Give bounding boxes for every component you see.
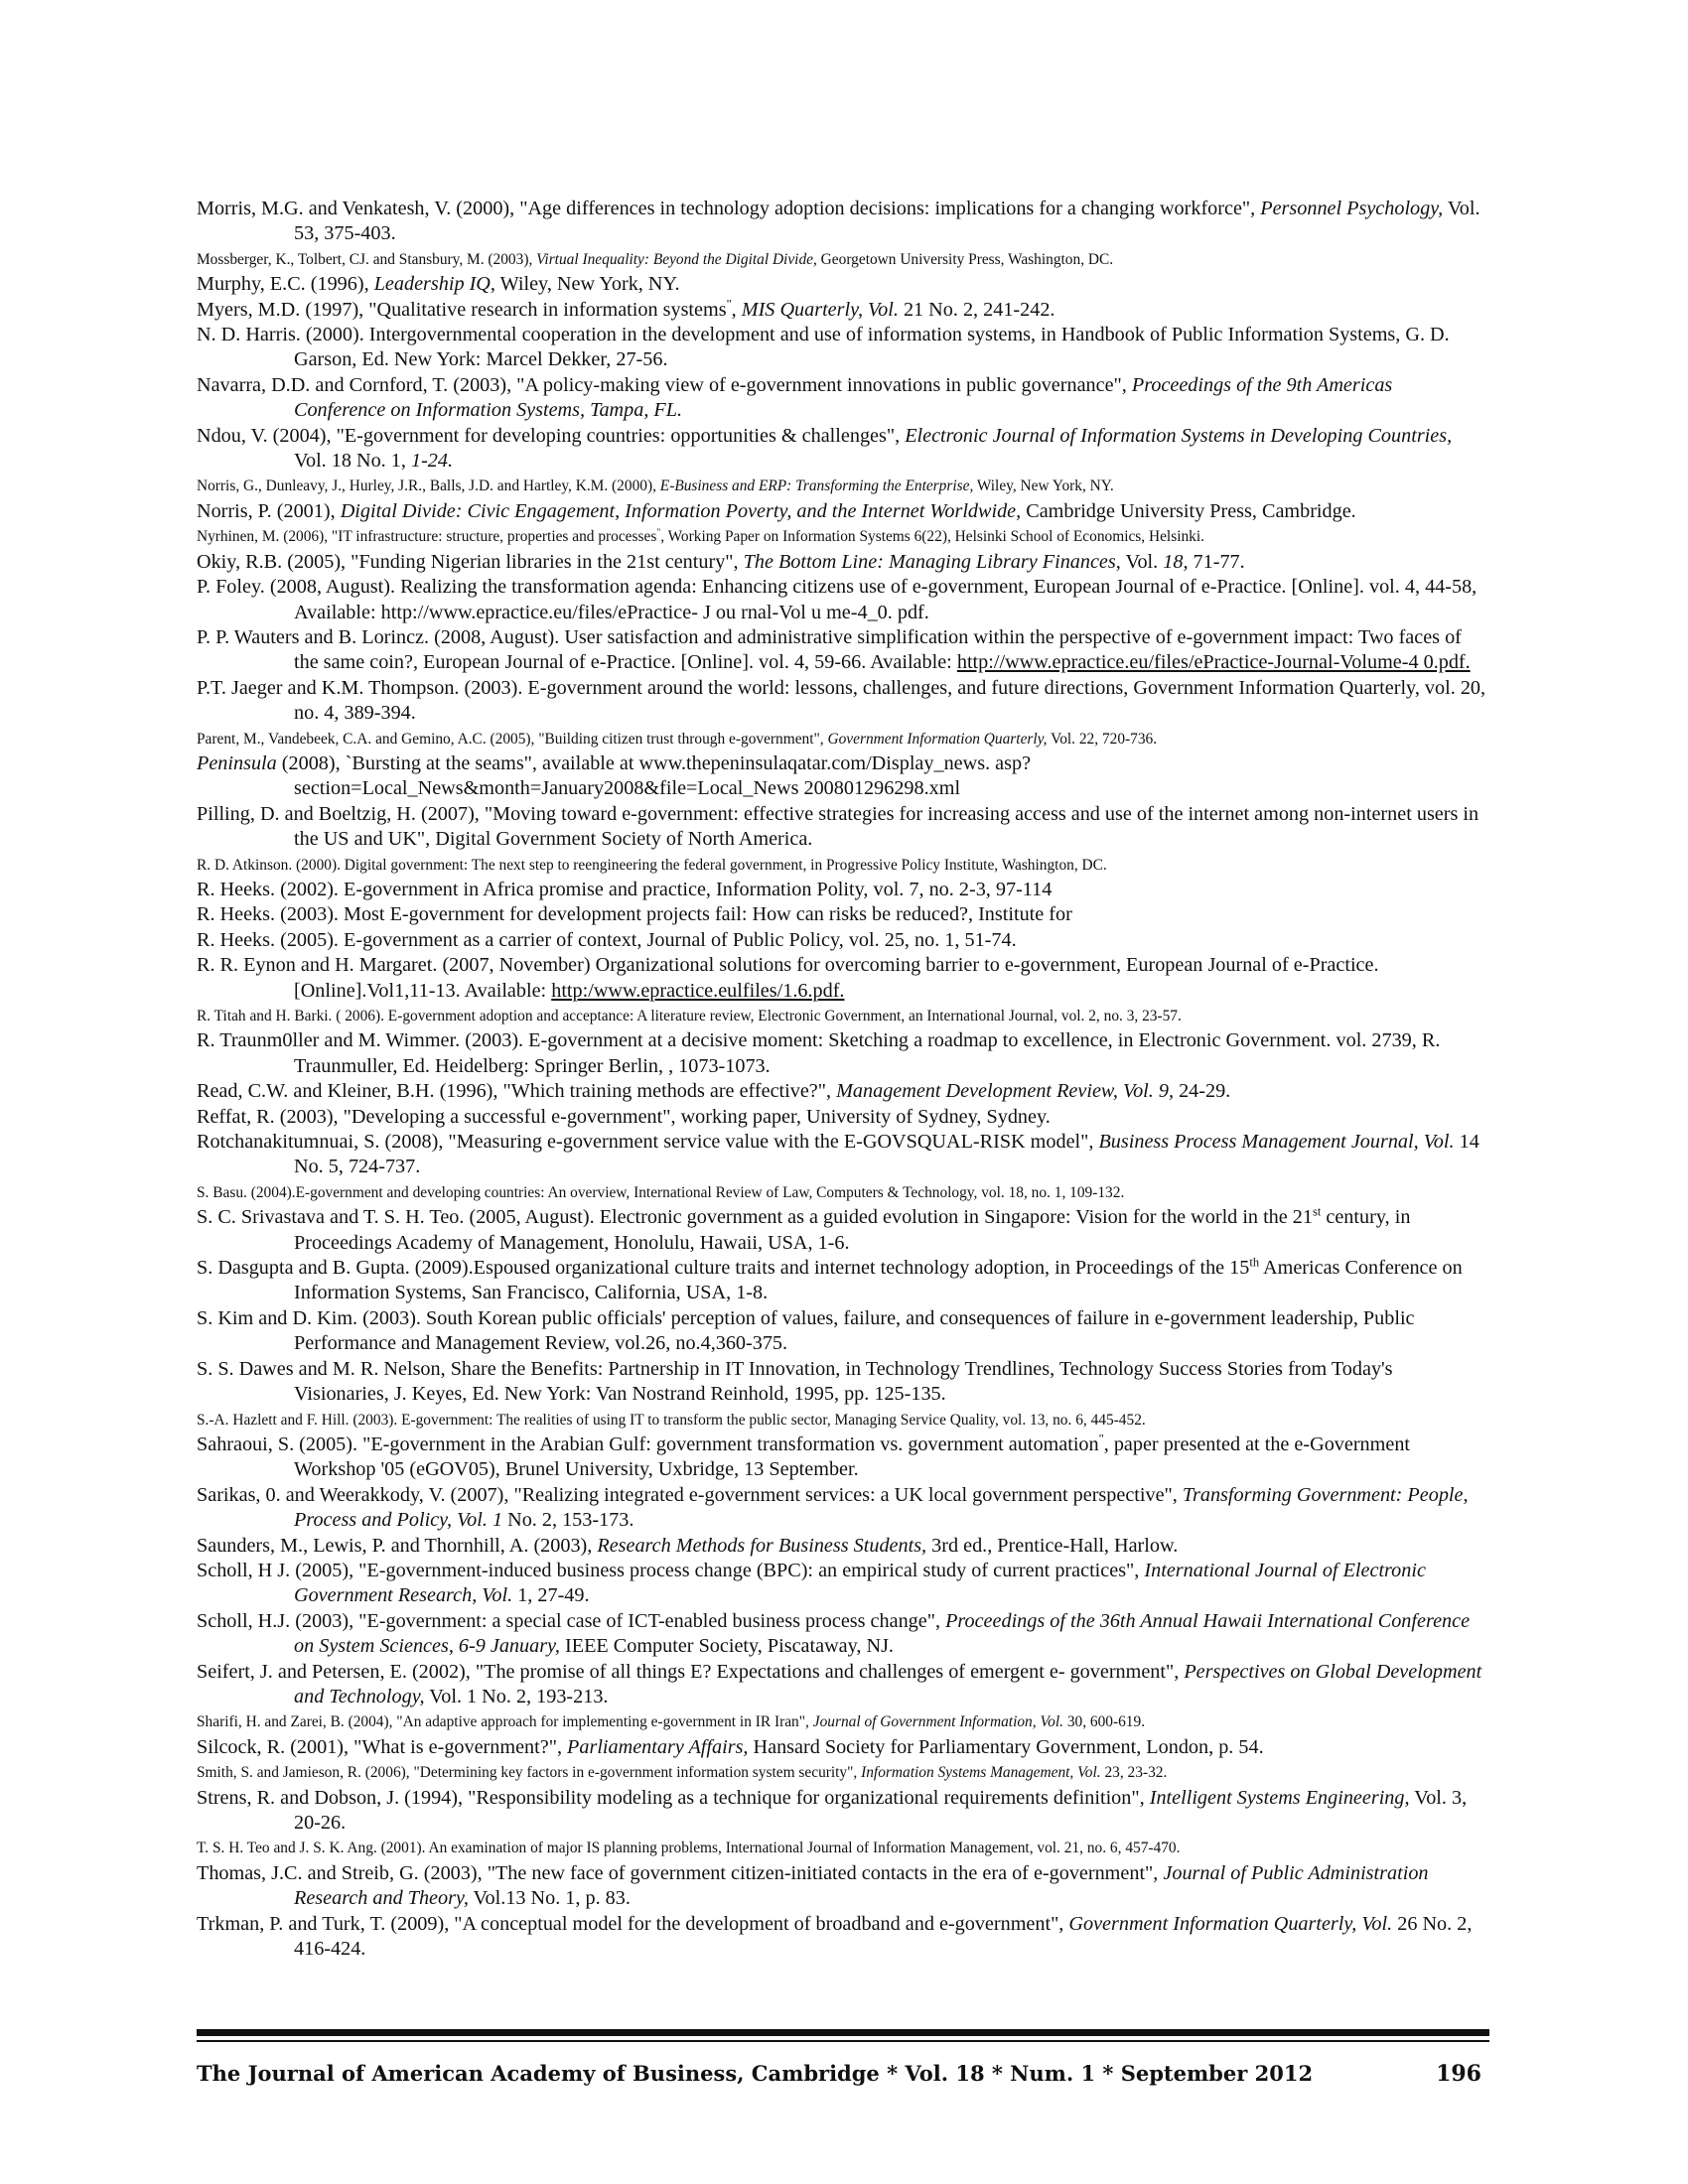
- reference-text: Vol. 53, 375-403.: [294, 198, 1480, 245]
- italic-text: Perspectives on Global Development and Technology,: [294, 1660, 1482, 1707]
- reference-entry: [197, 524, 1487, 549]
- italic-text: Virtual Inequality: Beyond the Digital Divide,: [536, 250, 817, 268]
- reference-text: Seifert, J. and Petersen, E. (2002), "The promise of all things E? Expectations and challenges of emergent e- government",: [197, 1660, 1185, 1683]
- reference-text: Smith, S. and Jamieson, R. (2006), "Determining key factors in e-government information system security",: [197, 1764, 862, 1782]
- reference-entry: [197, 1760, 1487, 1785]
- superscript: th: [1249, 1255, 1260, 1270]
- reference-entry: [197, 1861, 1487, 1912]
- italic-text: Proceedings of the 36th Annual Hawaii International Conference on System Sciences, 6-9 January,: [294, 1609, 1471, 1658]
- reference-text: Vol. 1 No. 2, 193-213.: [424, 1685, 609, 1707]
- footer-rule-thin: [197, 2040, 1489, 2042]
- reference-text: Vol.: [1120, 550, 1164, 573]
- reference-text: Vol.13 No. 1, p. 83.: [468, 1887, 631, 1910]
- reference-text: 3rd ed., Prentice-Hall, Harlow.: [926, 1534, 1179, 1557]
- reference-entry: [197, 1028, 1487, 1079]
- reference-text: 30, 600-619.: [1062, 1713, 1146, 1731]
- italic-text: The Bottom Line: Managing Library Finances,: [743, 550, 1121, 573]
- reference-link[interactable]: http://www.epractice.eu/files/ePractice-Journal-Volume-4 0.pdf.: [956, 651, 1471, 674]
- italic-text: Journal of Public Administration Research and Theory,: [294, 1861, 1429, 1910]
- reference-text: R. Heeks. (2002). E-government in Africa promise and practice, Information Polity, vol. 7, no. 2-3, 97-114: [197, 878, 1053, 900]
- italic-text: Intelligent Systems Engineering,: [1149, 1786, 1410, 1809]
- reference-text: Americas Conference on Information Systems, San Francisco, California, USA, 1-8.: [294, 1257, 1463, 1304]
- reference-entry: [197, 1609, 1487, 1660]
- page-footer: [197, 2061, 1489, 2101]
- italic-text: Proceedings of the 9th Americas Conference on Information Systems, Tampa, FL.: [294, 373, 1393, 422]
- reference-text: 24-29.: [1174, 1080, 1231, 1103]
- italic-text: Research Methods for Business Students,: [597, 1534, 927, 1557]
- reference-text: Norris, P. (2001),: [197, 499, 341, 522]
- reference-text: Trkman, P. and Turk, T. (2009), "A conceptual model for the development of broadband and e-government",: [197, 1912, 1069, 1935]
- reference-text: Vol. 18 No. 1,: [294, 450, 411, 473]
- reference-text: Read, C.W. and Kleiner, B.H. (1996), "Which training methods are effective?",: [197, 1080, 837, 1103]
- reference-entry: [197, 272, 1487, 297]
- reference-text: 1, 27-49.: [512, 1584, 590, 1607]
- reference-text: R. Traunm0ller and M. Wimmer. (2003). E-government at a decisive moment: Sketching a roadmap to excellence, in Electronic Government. vol. 2739, R. Traunmuller, Ed. Heidelberg: Springer Berlin, , 1073-1073.: [197, 1029, 1441, 1077]
- reference-text: Sahraoui, S. (2005). "E-government in the Arabian Gulf: government transformation vs. government automation: [197, 1433, 1099, 1455]
- reference-text: Hansard Society for Parliamentary Government, London, p. 54.: [748, 1735, 1264, 1758]
- reference-text: Rotchanakitumnuai, S. (2008), "Measuring e-government service value with the E-GOVSQUAL-RISK model",: [197, 1131, 1099, 1154]
- reference-text: Georgetown University Press, Washington, DC.: [816, 250, 1114, 268]
- reference-entry: [197, 298, 1487, 323]
- reference-entry: [197, 550, 1487, 575]
- reference-text: R. Heeks. (2005). E-government as a carrier of context, Journal of Public Policy, vol. 25, no. 1, 51-74.: [197, 928, 1017, 951]
- reference-entry: [197, 1130, 1487, 1180]
- reference-text: Norris, G., Dunleavy, J., Hurley, J.R., Balls, J.D. and Hartley, K.M. (2000),: [197, 478, 660, 495]
- reference-entry: [197, 1433, 1487, 1483]
- reference-entry: [197, 373, 1487, 424]
- reference-entry: [197, 878, 1487, 902]
- reference-entry: [197, 1534, 1487, 1559]
- reference-text: Navarra, D.D. and Cornford, T. (2003), "A policy-making view of e-government innovations in public governance",: [197, 373, 1132, 396]
- reference-text: Vol. 3, 20-26.: [294, 1786, 1468, 1834]
- reference-entry: [197, 1735, 1487, 1760]
- reference-text: T. S. H. Teo and J. S. K. Ang. (2001). An examination of major IS planning problems, International Journal of Information Management, vol. 21, no. 6, 457-470.: [197, 1840, 1181, 1857]
- reference-entry: [197, 625, 1487, 676]
- italic-text: Parliamentary Affairs,: [567, 1735, 749, 1758]
- reference-text: (2008), `Bursting at the seams", available at www.thepeninsulaqatar.com/Display_news. asp?section=Local_News&month=January2008&file=Local_News 200801296298.xml: [276, 751, 1032, 800]
- reference-text: S. S. Dawes and M. R. Nelson, Share the Benefits: Partnership in IT Innovation, in Technology Trendlines, Technology Success Stories from Today's Visionaries, J. Keyes, Ed. New York: Van Nostrand Reinhold, 1995, pp. 125-135.: [197, 1357, 1393, 1406]
- reference-entry: [197, 1256, 1487, 1306]
- reference-text: S. Kim and D. Kim. (2003). South Korean public officials' perception of values, failure, and consequences of failure in e-government leadership, Public Performance and Management Review, vol.26, no.4,360-375.: [197, 1306, 1415, 1355]
- italic-text: Personnel Psychology,: [1260, 198, 1444, 219]
- footer-rule-thick: [197, 2029, 1489, 2036]
- italic-text: Transforming Government: People, Process and Policy, Vol. 1: [294, 1483, 1469, 1532]
- reference-text: 23, 23-32.: [1100, 1764, 1168, 1782]
- reference-entry: [197, 853, 1487, 878]
- reference-text: R. Titah and H. Barki. ( 2006). E-government adoption and acceptance: A literature review, Electronic Government, an International Journal, vol. 2, no. 3, 23-57.: [197, 1008, 1182, 1024]
- reference-text: 71-77.: [1188, 550, 1245, 573]
- superscript: ": [656, 527, 661, 539]
- reference-entry: [197, 751, 1487, 802]
- reference-text: Vol. 22, 720-736.: [1047, 730, 1158, 748]
- reference-text: R. Heeks. (2003). Most E-government for development projects fail: How can risks be reduced?, Institute for: [197, 903, 1072, 926]
- reference-text: Reffat, R. (2003), "Developing a successful e-government", working paper, University of Sydney, Sydney.: [197, 1105, 1051, 1128]
- reference-entry: [197, 1709, 1487, 1734]
- italic-text: E-Business and ERP: Transforming the Enterprise,: [659, 478, 974, 495]
- reference-text: Nyrhinen, M. (2006), "IT infrastructure: structure, properties and processes: [197, 528, 657, 546]
- reference-entry: [197, 1105, 1487, 1130]
- reference-text: Scholl, H J. (2005), "E-government-induced business process change (BPC): an empirical study of current practices",: [197, 1559, 1145, 1581]
- reference-text: Wiley, New York, NY.: [494, 273, 680, 296]
- reference-text: Murphy, E.C. (1996),: [197, 273, 374, 296]
- superscript: st: [1312, 1204, 1322, 1219]
- italic-text: MIS Quarterly, Vol.: [741, 298, 899, 321]
- reference-entry: [197, 1357, 1487, 1408]
- journal-citation: The Journal of American Academy of Business, Cambridge * Vol. 18 * Num. 1 * September 2012: [197, 2061, 1314, 2086]
- superscript: ": [726, 296, 732, 311]
- italic-text: Digital Divide: Civic Engagement, Information Poverty, and the Internet Worldwide,: [340, 499, 1022, 522]
- italic-text: Electronic Journal of Information Systems in Developing Countries,: [905, 424, 1453, 447]
- reference-text: 14 No. 5, 724-737.: [294, 1131, 1479, 1178]
- reference-text: No. 2, 153-173.: [502, 1509, 634, 1532]
- reference-entry: [197, 1205, 1487, 1256]
- reference-text: Cambridge University Press, Cambridge.: [1021, 499, 1356, 522]
- reference-text: ,: [731, 298, 742, 321]
- reference-link[interactable]: http:/www.epractice.eulfiles/1.6.pdf.: [551, 979, 845, 1002]
- reference-text: Scholl, H.J. (2003), "E-government: a special case of ICT-enabled business process change",: [197, 1609, 946, 1632]
- reference-entry: [197, 424, 1487, 475]
- reference-text: Silcock, R. (2001), "What is e-government?",: [197, 1735, 568, 1758]
- reference-text: S. C. Srivastava and T. S. H. Teo. (2005, August). Electronic government as a guided evolution in Singapore: Vision for the world in the 21: [197, 1206, 1313, 1229]
- reference-entry: [197, 953, 1487, 1004]
- reference-entry: [197, 727, 1487, 751]
- reference-entry: [197, 1836, 1487, 1860]
- italic-text: Leadership IQ,: [373, 273, 495, 296]
- reference-entry: [197, 928, 1487, 953]
- reference-text: P. Foley. (2008, August). Realizing the transformation agenda: Enhancing citizens use of e-government, European Journal of e-Practice. [Online]. vol. 4, 44-58, Available: http://www.epractice.eu/files/ePractice- J ou rnal-Vol u me-4_0. pdf.: [197, 576, 1477, 623]
- reference-entry: [197, 676, 1487, 727]
- reference-text: Sharifi, H. and Zarei, B. (2004), "An adaptive approach for implementing e-government in IR Iran",: [197, 1713, 813, 1731]
- reference-text: Mossberger, K., Tolbert, CJ. and Stansbury, M. (2003),: [197, 250, 537, 268]
- italic-text: Government Information Quarterly,: [827, 730, 1048, 748]
- italic-text: Peninsula: [197, 751, 277, 774]
- reference-text: Wiley, New York, NY.: [973, 478, 1114, 495]
- reference-list: [197, 197, 1487, 1962]
- reference-text: Okiy, R.B. (2005), "Funding Nigerian libraries in the 21st century",: [197, 550, 744, 573]
- reference-entry: [197, 1180, 1487, 1205]
- reference-text: R. R. Eynon and H. Margaret. (2007, November) Organizational solutions for overcoming barrier to e-government, European Journal of e-Practice. [Online].Vol1,11-13. Available:: [197, 954, 1379, 1002]
- reference-entry: [197, 1483, 1487, 1534]
- reference-text: , Working Paper on Information Systems 6(22), Helsinki School of Economics, Helsinki.: [660, 528, 1204, 546]
- reference-text: Sarikas, 0. and Weerakkody, V. (2007), "Realizing integrated e-government services: a UK local government perspective",: [197, 1483, 1183, 1506]
- reference-entry: [197, 323, 1487, 373]
- reference-text: IEEE Computer Society, Piscataway, NJ.: [559, 1635, 894, 1658]
- reference-text: Morris, M.G. and Venkatesh, V. (2000), "Age differences in technology adoption decisions: implications for a changing workforce",: [197, 198, 1261, 219]
- reference-entry: [197, 1786, 1487, 1837]
- page-number: 196: [1436, 2061, 1481, 2087]
- reference-text: Parent, M., Vandebeek, C.A. and Gemino, A.C. (2005), "Building citizen trust through e-government",: [197, 730, 828, 748]
- reference-text: Pilling, D. and Boeltzig, H. (2007), "Moving toward e-government: effective strategies for increasing access and use of the internet among non-internet users in the US and UK", Digital Government Society of North America.: [197, 802, 1479, 851]
- reference-entry: [197, 575, 1487, 625]
- italic-text: 1-24.: [410, 450, 454, 473]
- reference-text: century, in Proceedings Academy of Management, Honolulu, Hawaii, USA, 1-6.: [294, 1206, 1411, 1254]
- reference-entry: [197, 802, 1487, 853]
- reference-text: Saunders, M., Lewis, P. and Thornhill, A. (2003),: [197, 1534, 598, 1557]
- reference-entry: [197, 499, 1487, 524]
- italic-text: Journal of Government Information, Vol.: [812, 1713, 1063, 1731]
- reference-entry: [197, 1559, 1487, 1609]
- reference-entry: [197, 1079, 1487, 1104]
- reference-text: N. D. Harris. (2000). Intergovernmental cooperation in the development and use of information systems, in Handbook of Public Information Systems, G. D. Garson, Ed. New York: Marcel Dekker, 27-56.: [197, 324, 1450, 371]
- reference-text: S.-A. Hazlett and F. Hill. (2003). E-government: The realities of using IT to transform the public sector, Managing Service Quality, vol. 13, no. 6, 445-452.: [197, 1411, 1146, 1429]
- reference-entry: [197, 474, 1487, 498]
- reference-entry: [197, 902, 1487, 927]
- italic-text: Business Process Management Journal, Vol.: [1098, 1131, 1455, 1154]
- reference-entry: [197, 1660, 1487, 1710]
- italic-text: Information Systems Management, Vol.: [861, 1764, 1101, 1782]
- reference-entry: [197, 1408, 1487, 1433]
- italic-text: International Journal of Electronic Government Research, Vol.: [294, 1559, 1426, 1607]
- reference-entry: [197, 1912, 1487, 1963]
- reference-text: P.T. Jaeger and K.M. Thompson. (2003). E-government around the world: lessons, challenges, and future directions, Government Information Quarterly, vol. 20, no. 4, 389-394.: [197, 676, 1486, 725]
- reference-text: , paper presented at the e-Government Workshop '05 (eGOV05), Brunel University, Uxbridge, 13 September.: [294, 1433, 1411, 1481]
- reference-text: P. P. Wauters and B. Lorincz. (2008, August). User satisfaction and administrative simplification within the perspective of e-government impact: Two faces of the same coin?, European Journal of e-Practice. [Online]. vol. 4, 59-66. Available:: [197, 625, 1462, 674]
- reference-text: S. Basu. (2004).E-government and developing countries: An overview, International Review of Law, Computers & Technology, vol. 18, no. 1, 109-132.: [197, 1183, 1125, 1201]
- reference-text: Myers, M.D. (1997), "Qualitative research in information systems: [197, 298, 727, 321]
- reference-entry: [197, 1004, 1487, 1028]
- italic-text: 18,: [1163, 550, 1189, 573]
- reference-text: 26 No. 2, 416-424.: [294, 1912, 1473, 1961]
- reference-entry: [197, 1306, 1487, 1357]
- superscript: ": [1098, 1432, 1104, 1446]
- reference-text: Ndou, V. (2004), "E-government for developing countries: opportunities & challenges",: [197, 424, 906, 447]
- reference-text: Strens, R. and Dobson, J. (1994), "Responsibility modeling as a technique for organizational requirements definition",: [197, 1786, 1150, 1809]
- italic-text: Management Development Review, Vol. 9,: [836, 1080, 1175, 1103]
- reference-text: 21 No. 2, 241-242.: [898, 298, 1055, 321]
- reference-text: Thomas, J.C. and Streib, G. (2003), "The new face of government citizen-initiated contacts in the era of e-government",: [197, 1861, 1164, 1884]
- reference-text: R. D. Atkinson. (2000). Digital government: The next step to reengineering the federal government, in Progressive Policy Institute, Washington, DC.: [197, 856, 1107, 874]
- reference-text: S. Dasgupta and B. Gupta. (2009).Espoused organizational culture traits and internet technology adoption, in Proceedings of the 15: [197, 1257, 1250, 1280]
- reference-entry: [197, 197, 1487, 247]
- reference-entry: [197, 247, 1487, 272]
- italic-text: Government Information Quarterly, Vol.: [1068, 1912, 1393, 1935]
